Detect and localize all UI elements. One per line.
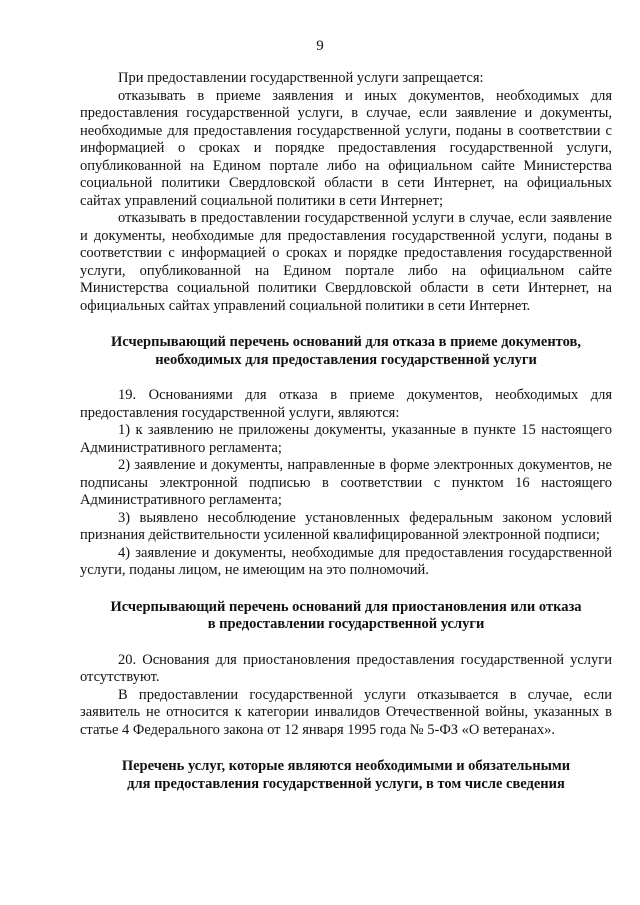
heading-line: в предоставлении государственной услуги [207, 616, 485, 632]
suspension-paragraph-1: 20. Основания для приостановления предоставления государственной услуги отсутствуют. [80, 651, 612, 685]
refusal-item-3: 3) выявлено несоблюдение установленных федеральным законом условий признания действительности усиленной квалифицированной электронной подписи; [80, 509, 612, 543]
prohibition-item-2: отказывать в предоставлении государственной услуги в случае, если заявление и документы, необходимые для предоставления государственной услуги, поданы в соответствии с информацией о сроках и порядке предоставления государственной услуги, опубликованной на Едином портале либо на официальном сайте Министерства социальной политики Свердловской области в сети Интернет, на официальных сайтах управлений социальной политики в сети Интернет. [80, 210, 612, 314]
refusal-item-1: 1) к заявлению не приложены документы, указанные в пункте 15 настоящего Административного регламента; [80, 422, 612, 456]
heading-line: необходимых для предоставления государственной услуги [155, 351, 537, 368]
refusal-item-4: 4) заявление и документы, необходимые для предоставления государственной услуги, поданы лицом, не имеющим на это полномочий. [80, 544, 612, 578]
section-heading-refusal-documents [80, 334, 612, 369]
refusal-intro: 19. Основаниями для отказа в приеме документов, необходимых для предоставления государственной услуги, являются: [80, 387, 612, 421]
refusal-item-2: 2) заявление и документы, направленные в форме электронных документов, не подписаны электронной подписью в соответствии с пунктом 16 настоящего Административного регламента; [80, 457, 612, 508]
heading-line: Перечень услуг, которые являются необходимыми и обязательными [121, 758, 571, 774]
heading-line: для предоставления государственной услуги, в том числе сведения [127, 775, 565, 792]
heading-line: Исчерпывающий перечень оснований для отказа в приеме документов, [111, 334, 581, 350]
section-heading-suspension [80, 599, 612, 634]
document-body [80, 70, 612, 793]
page-number: 9 [316, 38, 324, 54]
prohibition-item-1: отказывать в приеме заявления и иных документов, необходимых для предоставления государственной услуги, в случае, если заявление и документы, необходимые для предоставления государственной услуги, поданы в соответствии с информацией о сроках и порядке предоставления государственной услуги, опубликованной на Едином портале либо на официальном сайте Министерства социальной политики Свердловской области в сети Интернет, на официальных сайтах управлений социальной политики в сети Интернет; [80, 87, 612, 209]
heading-line: Исчерпывающий перечень оснований для приостановления или отказа [110, 598, 582, 615]
section-heading-services [80, 758, 612, 793]
suspension-paragraph-2: В предоставлении государственной услуги отказывается в случае, если заявитель не относится к категории инвалидов Отечественной войны, указанных в статье 4 Федерального закона от 12 января 1995 года № 5-ФЗ «О ветеранах». [80, 686, 612, 738]
prohibitions-intro: При предоставлении государственной услуги запрещается: [118, 70, 484, 86]
